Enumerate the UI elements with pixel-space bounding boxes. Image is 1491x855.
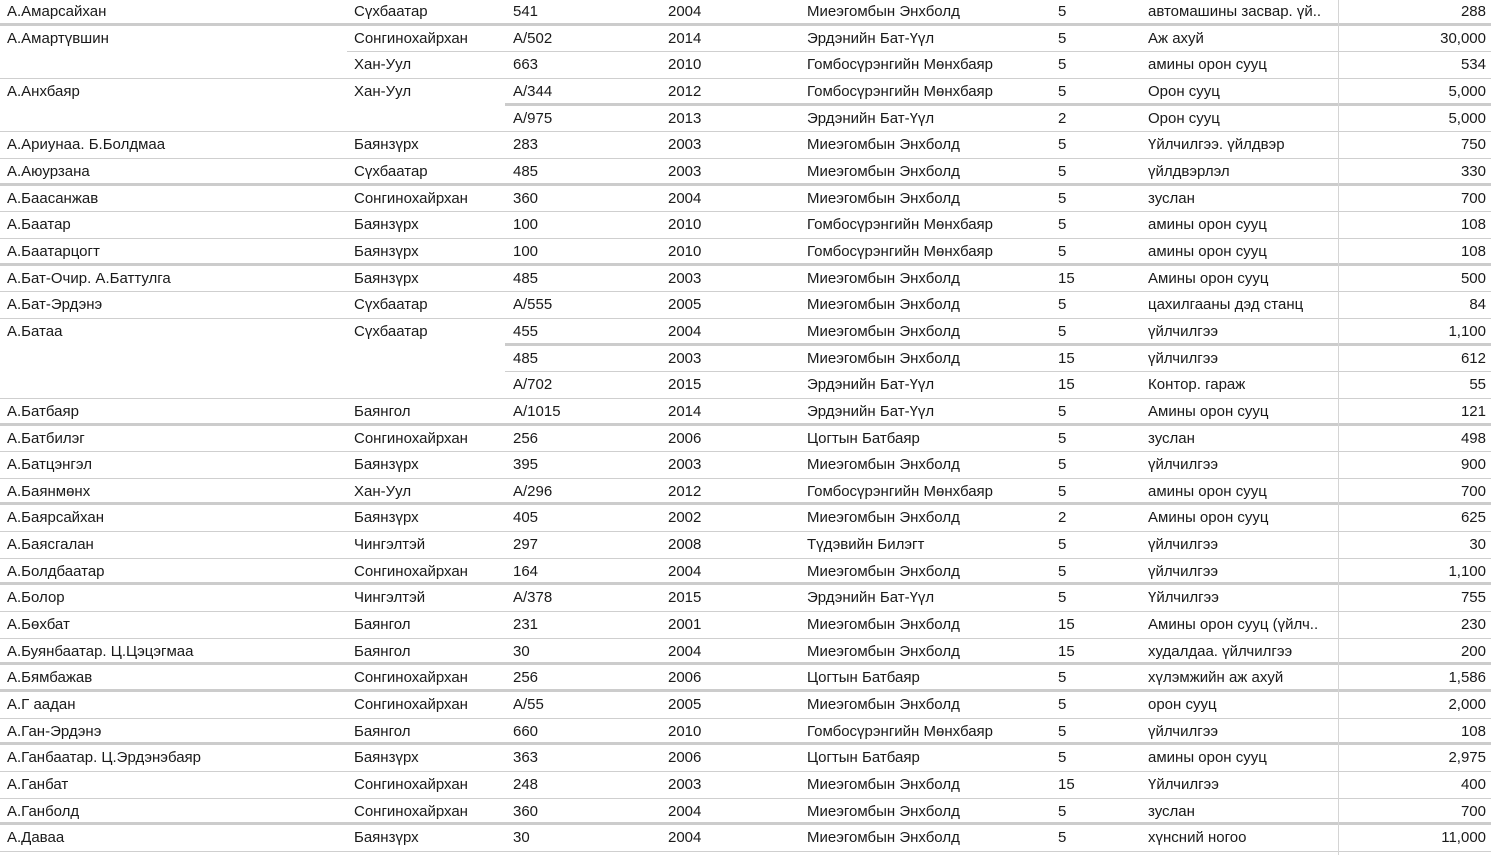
table-row[interactable] [0, 505, 1491, 532]
cell-count[interactable]: 15 [1058, 616, 1075, 634]
table-row[interactable] [0, 639, 1491, 666]
cell-district[interactable]: Хан-Уул [354, 482, 412, 500]
cell-purpose[interactable]: амины орон сууц [1148, 749, 1267, 767]
cell-purpose[interactable]: цахилгааны дэд станц [1148, 296, 1304, 314]
table-row[interactable] [0, 426, 1491, 453]
cell-person[interactable]: Миеэгомбын Энхболд [807, 802, 960, 820]
table-row[interactable] [0, 159, 1491, 186]
cell-purpose[interactable]: Контор. гараж [1148, 376, 1246, 394]
cell-value[interactable]: 1,100 [1448, 322, 1486, 340]
cell-number[interactable]: 164 [513, 562, 539, 580]
cell-name[interactable]: А.Буянбаатар. Ц.Цэцэгмаа [7, 642, 194, 660]
cell-value[interactable]: 1,586 [1448, 669, 1486, 687]
cell-value[interactable]: 5,000 [1448, 82, 1486, 100]
cell-district[interactable] [354, 346, 504, 373]
cell-number[interactable]: 248 [513, 776, 539, 794]
cell-district[interactable]: Баянгол [354, 642, 411, 660]
cell-district[interactable] [354, 106, 504, 133]
cell-value[interactable]: 534 [1460, 56, 1486, 74]
cell-person[interactable]: Миеэгомбын Энхболд [807, 829, 960, 847]
cell-name[interactable]: А.Бат-Эрдэнэ [7, 296, 103, 314]
cell-count[interactable]: 5 [1058, 749, 1067, 767]
cell-value[interactable]: 700 [1460, 802, 1486, 820]
table-row[interactable] [0, 665, 1491, 692]
cell-person[interactable]: Миеэгомбын Энхболд [807, 3, 960, 20]
cell-number[interactable]: А/378 [513, 589, 553, 607]
cell-purpose[interactable]: худалдаа. үйлчилгээ [1148, 642, 1293, 660]
cell-name[interactable]: А.Даваа [7, 829, 65, 847]
cell-district[interactable]: Баянзүрх [354, 829, 419, 847]
cell-number[interactable]: 297 [513, 536, 539, 554]
cell-year[interactable]: 2003 [668, 162, 702, 180]
cell-person[interactable]: Эрдэнийн Бат-Үүл [807, 109, 935, 127]
cell-count[interactable]: 5 [1058, 829, 1067, 847]
cell-value[interactable]: 30,000 [1440, 29, 1486, 47]
cell-value[interactable]: 84 [1469, 296, 1486, 314]
cell-value[interactable]: 700 [1460, 189, 1486, 207]
cell-number[interactable]: 360 [513, 802, 539, 820]
cell-purpose[interactable]: Амины орон сууц [1148, 509, 1269, 527]
table-row[interactable] [0, 372, 1491, 399]
cell-name[interactable]: А.Батцэнгэл [7, 456, 92, 474]
table-row[interactable] [0, 745, 1491, 772]
cell-district[interactable]: Сүхбаатар [354, 3, 428, 20]
cell-count[interactable]: 5 [1058, 722, 1067, 740]
cell-number[interactable]: 660 [513, 722, 539, 740]
cell-purpose[interactable]: Амины орон сууц (үйлч.. [1148, 616, 1319, 634]
cell-district[interactable]: Сонгинохайрхан [354, 696, 468, 714]
cell-number[interactable]: А/296 [513, 482, 553, 500]
cell-number[interactable]: 100 [513, 242, 539, 260]
cell-number[interactable]: 485 [513, 162, 539, 180]
cell-year[interactable]: 2012 [668, 82, 702, 100]
cell-name[interactable]: А.Баянмөнх [7, 482, 91, 500]
cell-district[interactable]: Баянгол [354, 402, 411, 420]
cell-count[interactable]: 5 [1058, 136, 1067, 154]
table-row[interactable] [0, 186, 1491, 213]
cell-year[interactable]: 2004 [668, 322, 702, 340]
cell-person[interactable]: Миеэгомбын Энхболд [807, 696, 960, 714]
cell-person[interactable]: Цогтын Батбаяр [807, 669, 920, 687]
cell-name[interactable]: А.Баатарцогт [7, 242, 100, 260]
table-row[interactable] [0, 346, 1491, 373]
table-row[interactable] [0, 79, 1491, 106]
cell-name[interactable]: А.Ган-Эрдэнэ [7, 722, 102, 740]
cell-number[interactable]: 485 [513, 269, 539, 287]
table-row[interactable] [0, 452, 1491, 479]
cell-name[interactable]: А.Бат-Очир. А.Баттулга [7, 269, 171, 287]
cell-year[interactable]: 2003 [668, 269, 702, 287]
cell-year[interactable]: 2002 [668, 509, 702, 527]
cell-value[interactable]: 700 [1460, 482, 1486, 500]
cell-name[interactable]: А.Баатар [7, 216, 71, 234]
cell-value[interactable]: 230 [1460, 616, 1486, 634]
cell-number[interactable]: А/502 [513, 29, 553, 47]
cell-value[interactable]: 121 [1460, 402, 1486, 420]
cell-district[interactable]: Баянгол [354, 616, 411, 634]
cell-year[interactable]: 2010 [668, 722, 702, 740]
cell-name[interactable]: А.Бөхбат [7, 616, 70, 634]
cell-person[interactable]: Миеэгомбын Энхболд [807, 616, 960, 634]
cell-number[interactable]: 256 [513, 429, 539, 447]
cell-district[interactable]: Сонгинохайрхан [354, 429, 468, 447]
cell-district[interactable]: Баянзүрх [354, 242, 419, 260]
cell-purpose[interactable]: амины орон сууц [1148, 242, 1267, 260]
cell-person[interactable]: Эрдэнийн Бат-Үүл [807, 589, 935, 607]
cell-number[interactable]: А/975 [513, 109, 553, 127]
cell-year[interactable]: 2005 [668, 296, 702, 314]
cell-purpose[interactable]: үйлчилгээ [1148, 536, 1219, 554]
cell-count[interactable]: 15 [1058, 642, 1075, 660]
cell-person[interactable]: Гомбосүрэнгийн Мөнхбаяр [807, 56, 994, 74]
cell-number[interactable]: 30 [513, 642, 530, 660]
cell-name[interactable]: А.Амартүвшин [7, 29, 109, 47]
cell-district[interactable]: Баянзүрх [354, 269, 419, 287]
cell-count[interactable]: 5 [1058, 669, 1067, 687]
cell-district[interactable]: Сонгинохайрхан [354, 562, 468, 580]
cell-number[interactable]: 663 [513, 56, 539, 74]
cell-count[interactable]: 5 [1058, 296, 1067, 314]
cell-district[interactable]: Баянзүрх [354, 456, 419, 474]
cell-value[interactable]: 55 [1469, 376, 1486, 394]
cell-purpose[interactable]: автомашины засвар. үй.. [1148, 3, 1322, 20]
cell-purpose[interactable]: хүлэмжийн аж ахуй [1148, 669, 1284, 687]
cell-value[interactable]: 755 [1460, 589, 1486, 607]
cell-name[interactable]: А.Бямбажав [7, 669, 93, 687]
cell-person[interactable]: Эрдэнийн Бат-Үүл [807, 29, 935, 47]
cell-district[interactable]: Сонгинохайрхан [354, 189, 468, 207]
cell-purpose[interactable]: үйлчилгээ [1148, 562, 1219, 580]
cell-district[interactable]: Чингэлтэй [354, 589, 426, 607]
cell-person[interactable]: Эрдэнийн Бат-Үүл [807, 376, 935, 394]
cell-name[interactable]: А.Ганбаатар. Ц.Эрдэнэбаяр [7, 749, 202, 767]
cell-year[interactable]: 2008 [668, 536, 702, 554]
cell-value[interactable]: 1,100 [1448, 562, 1486, 580]
cell-value[interactable]: 5,000 [1448, 109, 1486, 127]
table-row[interactable] [0, 266, 1491, 293]
cell-number[interactable]: 231 [513, 616, 539, 634]
cell-count[interactable]: 5 [1058, 589, 1067, 607]
cell-number[interactable]: А/55 [513, 696, 544, 714]
cell-purpose[interactable]: Орон сууц [1148, 82, 1220, 100]
cell-name[interactable] [7, 52, 347, 79]
cell-number[interactable]: 541 [513, 3, 539, 20]
cell-purpose[interactable]: зуслан [1148, 429, 1195, 447]
cell-value[interactable]: 2,000 [1448, 696, 1486, 714]
cell-purpose[interactable]: амины орон сууц [1148, 482, 1267, 500]
table-row[interactable] [0, 399, 1491, 426]
cell-person[interactable]: Миеэгомбын Энхболд [807, 642, 960, 660]
cell-purpose[interactable]: Орон сууц [1148, 109, 1220, 127]
column-divider [1338, 0, 1339, 855]
cell-year[interactable]: 2010 [668, 242, 702, 260]
cell-count[interactable]: 5 [1058, 322, 1067, 340]
cell-district[interactable]: Баянгол [354, 722, 411, 740]
cell-year[interactable]: 2015 [668, 589, 702, 607]
cell-number[interactable]: А/702 [513, 376, 553, 394]
cell-number[interactable]: А/555 [513, 296, 553, 314]
table-row[interactable] [0, 532, 1491, 559]
cell-person[interactable]: Цогтын Батбаяр [807, 429, 920, 447]
cell-value[interactable]: 30 [1469, 536, 1486, 554]
cell-year[interactable]: 2010 [668, 216, 702, 234]
cell-name[interactable] [7, 106, 347, 133]
cell-year[interactable]: 2003 [668, 136, 702, 154]
cell-count[interactable]: 5 [1058, 216, 1067, 234]
cell-number[interactable]: 100 [513, 216, 539, 234]
cell-name[interactable]: А.Батбилэг [7, 429, 85, 447]
cell-value[interactable]: 625 [1460, 509, 1486, 527]
table-row[interactable] [0, 612, 1491, 639]
cell-name[interactable]: А.Батаа [7, 322, 63, 340]
cell-district[interactable]: Баянзүрх [354, 216, 419, 234]
cell-value[interactable]: 750 [1460, 136, 1486, 154]
cell-count[interactable]: 5 [1058, 536, 1067, 554]
cell-purpose[interactable]: үйлчилгээ [1148, 722, 1219, 740]
table-row[interactable] [0, 239, 1491, 266]
cell-purpose[interactable]: Үйлчилгээ [1148, 776, 1219, 794]
cell-value[interactable]: 500 [1460, 269, 1486, 287]
cell-value[interactable]: 11,000 [1441, 829, 1486, 847]
cell-year[interactable]: 2012 [668, 482, 702, 500]
cell-number[interactable]: 363 [513, 749, 539, 767]
cell-district[interactable]: Сүхбаатар [354, 322, 428, 340]
cell-purpose[interactable]: хүнсний ногоо [1148, 829, 1247, 847]
cell-person[interactable]: Миеэгомбын Энхболд [807, 349, 960, 367]
cell-person[interactable]: Гомбосүрэнгийн Мөнхбаяр [807, 722, 994, 740]
cell-year[interactable]: 2004 [668, 562, 702, 580]
cell-district[interactable]: Сонгинохайрхан [354, 669, 468, 687]
cell-person[interactable]: Гомбосүрэнгийн Мөнхбаяр [807, 242, 994, 260]
cell-year[interactable]: 2003 [668, 456, 702, 474]
cell-name[interactable]: А.Болор [7, 589, 65, 607]
table-row[interactable] [0, 319, 1491, 346]
cell-value[interactable]: 400 [1460, 776, 1486, 794]
cell-person[interactable]: Миеэгомбын Энхболд [807, 296, 960, 314]
cell-year[interactable]: 2004 [668, 3, 702, 20]
cell-count[interactable]: 5 [1058, 56, 1067, 74]
cell-district[interactable]: Сонгинохайрхан [354, 802, 468, 820]
cell-district[interactable]: Чингэлтэй [354, 536, 426, 554]
cell-name[interactable] [7, 346, 347, 373]
cell-count[interactable]: 15 [1058, 776, 1075, 794]
cell-person[interactable]: Миеэгомбын Энхболд [807, 509, 960, 527]
cell-purpose[interactable]: зуслан [1148, 189, 1195, 207]
cell-number[interactable]: А/344 [513, 82, 553, 100]
cell-count[interactable]: 2 [1058, 509, 1067, 527]
cell-value[interactable]: 288 [1460, 3, 1486, 20]
table-row[interactable] [0, 26, 1491, 53]
table-row[interactable] [0, 799, 1491, 826]
cell-purpose[interactable]: амины орон сууц [1148, 56, 1267, 74]
cell-person[interactable]: Миеэгомбын Энхболд [807, 269, 960, 287]
cell-year[interactable]: 2006 [668, 669, 702, 687]
cell-district[interactable]: Баянзүрх [354, 136, 419, 154]
cell-value[interactable]: 108 [1460, 216, 1486, 234]
cell-year[interactable]: 2003 [668, 349, 702, 367]
cell-value[interactable]: 900 [1460, 456, 1486, 474]
cell-person[interactable]: Миеэгомбын Энхболд [807, 136, 960, 154]
table-row[interactable] [0, 825, 1491, 852]
cell-value[interactable]: 330 [1460, 162, 1486, 180]
cell-person[interactable]: Миеэгомбын Энхболд [807, 322, 960, 340]
cell-number[interactable]: 455 [513, 322, 539, 340]
cell-person[interactable]: Гомбосүрэнгийн Мөнхбаяр [807, 216, 994, 234]
cell-count[interactable]: 5 [1058, 482, 1067, 500]
cell-year[interactable]: 2014 [668, 402, 702, 420]
cell-district[interactable]: Сонгинохайрхан [354, 29, 468, 47]
cell-year[interactable]: 2004 [668, 802, 702, 820]
cell-person[interactable]: Эрдэнийн Бат-Үүл [807, 402, 935, 420]
cell-district[interactable]: Сонгинохайрхан [354, 776, 468, 794]
cell-district[interactable]: Сүхбаатар [354, 162, 428, 180]
cell-count[interactable]: 5 [1058, 3, 1067, 20]
cell-name[interactable]: А.Анхбаяр [7, 82, 80, 100]
cell-name[interactable]: А.Ариунаа. Б.Болдмаа [7, 136, 166, 154]
cell-purpose[interactable]: Үйлчилгээ. үйлдвэр [1148, 136, 1285, 154]
cell-purpose[interactable]: үйлчилгээ [1148, 349, 1219, 367]
cell-year[interactable]: 2005 [668, 696, 702, 714]
cell-purpose[interactable]: Үйлчилгээ [1148, 589, 1219, 607]
table-row[interactable] [0, 212, 1491, 239]
cell-number[interactable]: 256 [513, 669, 539, 687]
table-row[interactable] [0, 719, 1491, 746]
cell-person[interactable]: Цогтын Батбаяр [807, 749, 920, 767]
cell-count[interactable]: 5 [1058, 429, 1067, 447]
cell-count[interactable]: 5 [1058, 162, 1067, 180]
table-row[interactable] [0, 292, 1491, 319]
cell-count[interactable]: 15 [1058, 376, 1075, 394]
cell-number[interactable]: А/1015 [513, 402, 561, 420]
cell-count[interactable]: 5 [1058, 242, 1067, 260]
cell-count[interactable]: 5 [1058, 402, 1067, 420]
cell-purpose[interactable]: орон сууц [1148, 696, 1217, 714]
cell-year[interactable]: 2006 [668, 429, 702, 447]
cell-name[interactable]: А.Ганболд [7, 802, 80, 820]
cell-purpose[interactable]: Амины орон сууц [1148, 402, 1269, 420]
cell-district[interactable]: Хан-Уул [354, 56, 412, 74]
cell-year[interactable]: 2004 [668, 189, 702, 207]
cell-district[interactable]: Баянзүрх [354, 509, 419, 527]
cell-number[interactable]: 283 [513, 136, 539, 154]
cell-count[interactable]: 5 [1058, 456, 1067, 474]
cell-name[interactable]: А.Амарсайхан [7, 3, 107, 20]
table-row[interactable] [0, 772, 1491, 799]
cell-count[interactable]: 5 [1058, 802, 1067, 820]
table-row[interactable] [0, 585, 1491, 612]
cell-purpose[interactable]: Амины орон сууц [1148, 269, 1269, 287]
cell-purpose[interactable]: үйлчилгээ [1148, 456, 1219, 474]
cell-name[interactable]: А.Г аадан [7, 696, 76, 714]
cell-value[interactable]: 200 [1460, 642, 1486, 660]
cell-year[interactable]: 2001 [668, 616, 702, 634]
cell-number[interactable]: 360 [513, 189, 539, 207]
cell-person[interactable]: Миеэгомбын Энхболд [807, 162, 960, 180]
cell-name[interactable]: А.Ганбат [7, 776, 69, 794]
cell-purpose[interactable]: Аж ахуй [1148, 29, 1204, 47]
table-row[interactable] [0, 559, 1491, 586]
cell-year[interactable]: 2006 [668, 749, 702, 767]
cell-count[interactable]: 5 [1058, 562, 1067, 580]
cell-count[interactable]: 5 [1058, 29, 1067, 47]
cell-value[interactable]: 498 [1460, 429, 1486, 447]
cell-purpose[interactable]: зуслан [1148, 802, 1195, 820]
table-row[interactable] [0, 0, 1491, 26]
cell-count[interactable]: 15 [1058, 269, 1075, 287]
cell-district[interactable] [354, 372, 504, 399]
cell-value[interactable]: 108 [1460, 242, 1486, 260]
cell-year[interactable]: 2010 [668, 56, 702, 74]
table-row[interactable] [0, 132, 1491, 159]
cell-purpose[interactable]: үйлчилгээ [1148, 322, 1219, 340]
cell-value[interactable]: 2,975 [1448, 749, 1486, 767]
cell-name[interactable]: А.Аюурзана [7, 162, 90, 180]
table-row[interactable] [0, 692, 1491, 719]
cell-year[interactable]: 2014 [668, 29, 702, 47]
cell-number[interactable]: 395 [513, 456, 539, 474]
cell-person[interactable]: Миеэгомбын Энхболд [807, 776, 960, 794]
cell-person[interactable]: Гомбосүрэнгийн Мөнхбаяр [807, 82, 994, 100]
cell-purpose[interactable]: амины орон сууц [1148, 216, 1267, 234]
cell-year[interactable]: 2015 [668, 376, 702, 394]
cell-name[interactable] [7, 372, 347, 399]
cell-name[interactable]: А.Батбаяр [7, 402, 79, 420]
cell-value[interactable]: 108 [1460, 722, 1486, 740]
cell-name[interactable]: А.Баасанжав [7, 189, 99, 207]
cell-count[interactable]: 15 [1058, 349, 1075, 367]
cell-value[interactable]: 612 [1460, 349, 1486, 367]
cell-person[interactable]: Гомбосүрэнгийн Мөнхбаяр [807, 482, 994, 500]
cell-purpose[interactable]: үйлдвэрлэл [1148, 162, 1230, 180]
cell-person[interactable]: Түдэвийн Билэгт [807, 536, 925, 554]
cell-year[interactable]: 2003 [668, 776, 702, 794]
table-row[interactable] [0, 52, 1491, 79]
table-row[interactable] [0, 479, 1491, 506]
cell-year[interactable]: 2004 [668, 642, 702, 660]
row-divider [0, 851, 1491, 852]
cell-year[interactable]: 2004 [668, 829, 702, 847]
cell-number[interactable]: 30 [513, 829, 530, 847]
cell-district[interactable]: Сүхбаатар [354, 296, 428, 314]
cell-person[interactable]: Миеэгомбын Энхболд [807, 456, 960, 474]
cell-count[interactable]: 5 [1058, 696, 1067, 714]
cell-person[interactable]: Миеэгомбын Энхболд [807, 189, 960, 207]
cell-district[interactable]: Хан-Уул [354, 82, 412, 100]
cell-count[interactable]: 5 [1058, 82, 1067, 100]
cell-count[interactable]: 5 [1058, 189, 1067, 207]
cell-count[interactable]: 2 [1058, 109, 1067, 127]
cell-year[interactable]: 2013 [668, 109, 702, 127]
cell-number[interactable]: 485 [513, 349, 539, 367]
cell-person[interactable]: Миеэгомбын Энхболд [807, 562, 960, 580]
cell-number[interactable]: 405 [513, 509, 539, 527]
table-row[interactable] [0, 106, 1491, 133]
cell-name[interactable]: А.Болдбаатар [7, 562, 105, 580]
cell-name[interactable]: А.Баясгалан [7, 536, 94, 554]
cell-district[interactable]: Баянзүрх [354, 749, 419, 767]
cell-name[interactable]: А.Баярсайхан [7, 509, 105, 527]
